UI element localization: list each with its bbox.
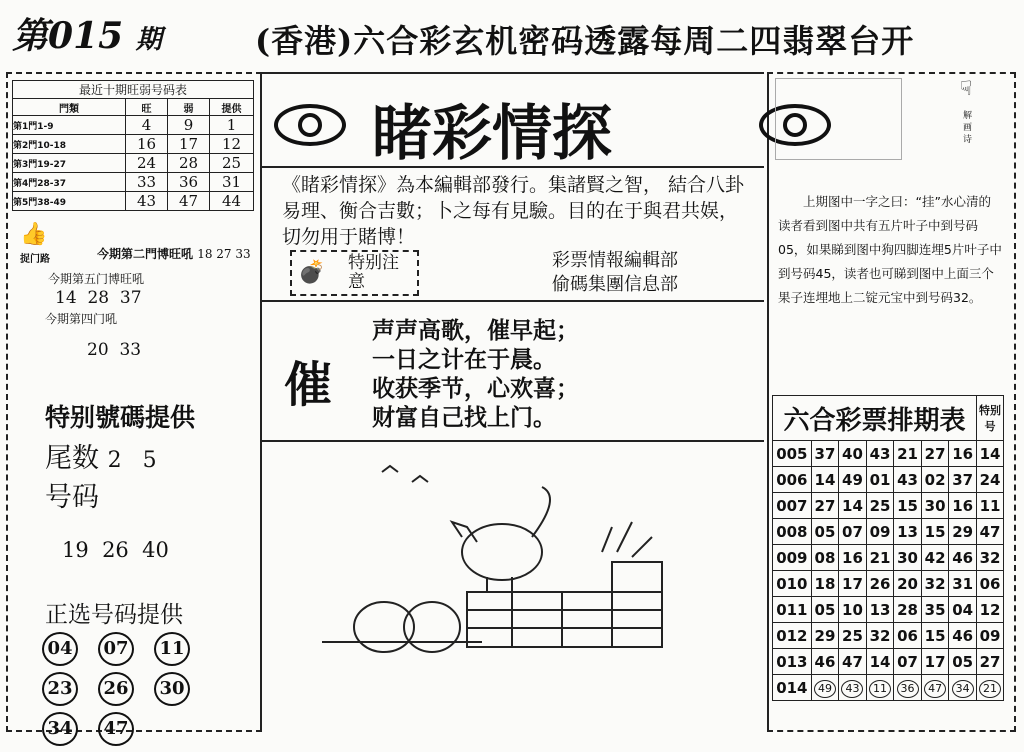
table-cell [866,649,894,675]
draw-schedule-table [772,395,1004,701]
cell-value: 10 [842,600,863,619]
table-cell: 第5門38-49 [13,192,126,211]
cell-value: 006 [776,470,808,489]
table-cell: 1 [210,116,254,135]
table-cell [839,519,867,545]
table-cell: 31 [210,173,254,192]
cell-value: 24 [979,470,1001,489]
cell-value: 37 [814,444,836,463]
table-cell [949,623,977,649]
table-cell [949,571,977,597]
cell-value: 18 [814,574,836,593]
pick-number: 04 [42,632,78,666]
cell-value: 17 [924,652,946,671]
table-cell [839,675,867,701]
cell-value: 12 [979,600,1001,619]
cell-value: 16 [952,496,974,515]
tip3-label: 今期第四门吼 [45,312,118,326]
table-cell [811,597,839,623]
table-cell [949,545,977,571]
table-row [773,493,1004,519]
ball-number: 21 [979,680,1001,698]
table-cell: 4 [126,116,168,135]
table-cell [894,649,922,675]
cell-value: 20 [897,574,918,593]
cell-value: 27 [979,652,1001,671]
table-row [773,623,1004,649]
table-cell [811,493,839,519]
bomb-icon: 💣 [298,260,326,285]
cell-value: 43 [897,470,918,489]
logo-title: 睹彩情探 [372,99,612,169]
table-cell [977,519,1004,545]
table-row [13,173,254,192]
poem-line: 财富自己找上门。 [372,404,556,431]
cell-value: 14 [979,444,1001,463]
table-cell: 24 [126,154,168,173]
code-label: 号码 [45,482,99,513]
table-cell: 44 [210,192,254,211]
cell-value: 007 [776,496,808,515]
table-cell [921,493,949,519]
table-cell [977,675,1004,701]
cell-value: 014 [776,678,808,697]
table-row [773,649,1004,675]
cell-value: 47 [979,522,1001,541]
table-title: 六合彩票排期表 [773,396,977,441]
cell-value: 011 [776,600,808,619]
table-cell: 36 [168,173,210,192]
table-cell [866,493,894,519]
table-cell [949,493,977,519]
table-row [773,467,1004,493]
table-cell [773,597,812,623]
table-cell [949,441,977,467]
table-cell [949,649,977,675]
table-cell [839,571,867,597]
table-cell [866,545,894,571]
table-cell: 17 [168,135,210,154]
table-cell [894,441,922,467]
column-header: 弱 [168,99,210,116]
table-cell [811,571,839,597]
cell-value: 14 [869,652,891,671]
pick-number: 34 [42,712,78,746]
cell-value: 46 [952,626,974,645]
table-cell [839,597,867,623]
table-cell [894,545,922,571]
cell-value: 13 [897,522,918,541]
table-title: 最近十期旺弱号码表 [13,81,254,99]
tip-label: 捉门路 [20,254,50,265]
table-cell [977,467,1004,493]
cell-value: 010 [776,574,808,593]
cell-value: 32 [924,574,946,593]
table-cell [977,623,1004,649]
table-cell: 16 [126,135,168,154]
cell-value: 06 [979,574,1001,593]
page-title: (香港)六合彩玄机密码透露每周二四翡翠台开 [255,22,915,60]
cell-value: 05 [814,600,836,619]
table-cell [839,441,867,467]
tip3-numbers: 20 33 [87,340,142,360]
cell-value: 06 [897,626,918,645]
cell-value: 07 [842,522,863,541]
ball-number: 36 [897,680,919,698]
cell-value: 009 [776,548,808,567]
special-header: 特别号 [977,396,1004,441]
table-cell [839,467,867,493]
intro-section [262,166,764,302]
table-cell [949,597,977,623]
table-cell [949,675,977,701]
table-cell: 25 [210,154,254,173]
table-cell [894,571,922,597]
pick-number: 47 [98,712,134,746]
publisher-1: 彩票情報編輯部 [552,250,678,271]
table-cell [811,623,839,649]
table-cell [773,441,812,467]
table-cell: 第4門28-37 [13,173,126,192]
table-row [773,597,1004,623]
cell-value: 09 [869,522,891,541]
logo-section [262,72,764,168]
table-cell: 47 [168,192,210,211]
cell-value: 27 [814,496,836,515]
cell-value: 25 [842,626,863,645]
cell-value: 26 [869,574,891,593]
cell-value: 31 [952,574,974,593]
table-cell [866,597,894,623]
table-cell: 第1門1-9 [13,116,126,135]
cell-value: 14 [814,470,836,489]
table-cell [921,649,949,675]
table-cell [977,571,1004,597]
tip2-numbers: 14 28 37 [55,288,142,308]
cell-value: 29 [952,522,974,541]
pointing-hand-icon: ☟ [960,76,973,100]
pick-title: 正选号码提供 [45,602,183,628]
table-cell [811,545,839,571]
table-cell [921,545,949,571]
table-row [773,441,1004,467]
table-cell [866,675,894,701]
table-cell [921,623,949,649]
cell-value: 47 [842,652,863,671]
table-cell [811,649,839,675]
tail-numbers: 尾数 2 5 [45,443,157,474]
table-cell [977,545,1004,571]
table-cell [894,519,922,545]
pick-number: 30 [154,672,190,706]
cell-value: 02 [924,470,946,489]
table-cell [773,571,812,597]
table-cell: 33 [126,173,168,192]
table-cell [949,519,977,545]
cell-value: 49 [842,470,863,489]
table-cell [866,623,894,649]
table-row [773,545,1004,571]
tip2-label: 今期第五门博旺吼 [48,272,145,286]
table-cell [921,675,949,701]
ball-number: 47 [924,680,946,698]
notice-box [290,250,419,296]
page-header [0,0,1024,64]
special-title: 特别號碼提供 [45,403,196,432]
table-row [773,675,1004,701]
table-cell [921,467,949,493]
cell-value: 05 [814,522,836,541]
code-values: 19 26 40 [62,538,169,562]
cell-value: 32 [979,548,1001,567]
ball-number: 11 [869,680,891,698]
poem-line: 收获季节，心欢喜； [372,375,579,402]
cell-value: 32 [869,626,891,645]
table-cell [921,597,949,623]
table-cell: 12 [210,135,254,154]
cell-value: 30 [924,496,946,515]
table-row [773,571,1004,597]
cell-value: 09 [979,626,1001,645]
poem-char: 催 [284,357,333,413]
table-row [13,135,254,154]
cell-value: 29 [814,626,836,645]
cell-value: 46 [952,548,974,567]
riddle-picture [775,78,902,160]
table-cell [977,649,1004,675]
table-cell [811,441,839,467]
poem-line: 一日之计在于晨。 [372,346,556,373]
table-cell: 9 [168,116,210,135]
table-cell: 43 [126,192,168,211]
table-cell: 第3門19-27 [13,154,126,173]
column-header: 旺 [126,99,168,116]
table-cell [866,519,894,545]
pick-number: 23 [42,672,78,706]
table-cell [773,545,812,571]
table-cell [949,467,977,493]
cell-value: 005 [776,444,808,463]
table-cell [811,519,839,545]
table-cell [894,623,922,649]
notice-text: 特别注意 [348,253,399,292]
table-cell [773,675,812,701]
hot-cold-table [12,80,254,211]
table-cell [977,493,1004,519]
table-cell [773,467,812,493]
table-cell [866,571,894,597]
pick-number: 11 [154,632,190,666]
cell-value: 16 [952,444,974,463]
cell-value: 27 [924,444,946,463]
table-cell [894,597,922,623]
table-cell [839,649,867,675]
pick-number: 26 [98,672,134,706]
table-cell: 第2門10-18 [13,135,126,154]
cell-value: 21 [869,548,891,567]
poem-line: 声声高歌，催早起； [372,317,579,344]
cell-value: 21 [897,444,918,463]
tip1-label: 今期第二門博旺吼 18 27 33 [97,247,251,261]
table-cell [977,597,1004,623]
table-row [13,192,254,211]
cell-value: 012 [776,626,808,645]
cell-value: 14 [842,496,863,515]
cell-value: 07 [897,652,918,671]
thumbs-up-icon: 👍 [20,222,48,247]
riddle-label: 解画诗 [963,111,973,145]
column-header: 提供 [210,99,254,116]
cell-value: 16 [842,548,863,567]
cell-value: 11 [979,496,1001,515]
eye-icon [274,104,346,146]
cell-value: 43 [869,444,891,463]
table-cell [921,571,949,597]
table-cell [894,675,922,701]
cell-value: 46 [814,652,836,671]
ball-number: 43 [841,680,863,698]
cell-value: 17 [842,574,863,593]
cell-value: 30 [897,548,918,567]
table-cell [773,649,812,675]
table-cell [894,467,922,493]
cell-value: 04 [952,600,974,619]
cell-value: 28 [897,600,918,619]
table-cell: 28 [168,154,210,173]
table-row [13,154,254,173]
poem [372,316,579,432]
cell-value: 15 [924,626,946,645]
cell-value: 05 [952,652,974,671]
table-cell [773,519,812,545]
cell-value: 42 [924,548,946,567]
pick-number: 07 [98,632,134,666]
cell-value: 15 [924,522,946,541]
table-cell [811,467,839,493]
table-cell [921,441,949,467]
table-cell [811,675,839,701]
pick-numbers [42,632,257,752]
ball-number: 49 [814,680,836,698]
table-cell [866,467,894,493]
cell-value: 25 [869,496,891,515]
table-row [13,116,254,135]
table-cell [839,493,867,519]
issue-number: 第015 期 [12,15,162,57]
cell-value: 40 [842,444,863,463]
cell-value: 35 [924,600,946,619]
cell-value: 37 [952,470,974,489]
ball-number: 34 [952,680,974,698]
table-cell [773,493,812,519]
poem-section [262,302,764,442]
table-cell [866,441,894,467]
rooster-illustration [262,442,764,722]
table-cell [977,441,1004,467]
cell-value: 008 [776,522,808,541]
cell-value: 08 [814,548,836,567]
table-cell [894,493,922,519]
cell-value: 13 [869,600,891,619]
table-row [773,519,1004,545]
column-header: 門類 [13,99,126,116]
table-cell [773,623,812,649]
table-cell [839,623,867,649]
cell-value: 01 [869,470,891,489]
cell-value: 15 [897,496,918,515]
intro-text: 《睹彩情探》為本編輯部發行。集諸賢之智， 結合八卦易理、衡合吉數；卜之每有見驗。目的在于與君共娱，切勿用于賭博！ [282,174,745,248]
explanation-text: 上期图中一字之曰：“挂”水心清的读者看到图中共有五片叶子中到号码05，如果睇到图中狗四脚连埋5片叶子中到号码45，读者也可睇到图中上面三个果子连埋地上二锭元宝中到号码32。 [778,194,1002,305]
table-cell [839,545,867,571]
publisher-2: 偷碼集團信息部 [552,274,678,295]
table-cell [921,519,949,545]
cell-value: 013 [776,652,808,671]
